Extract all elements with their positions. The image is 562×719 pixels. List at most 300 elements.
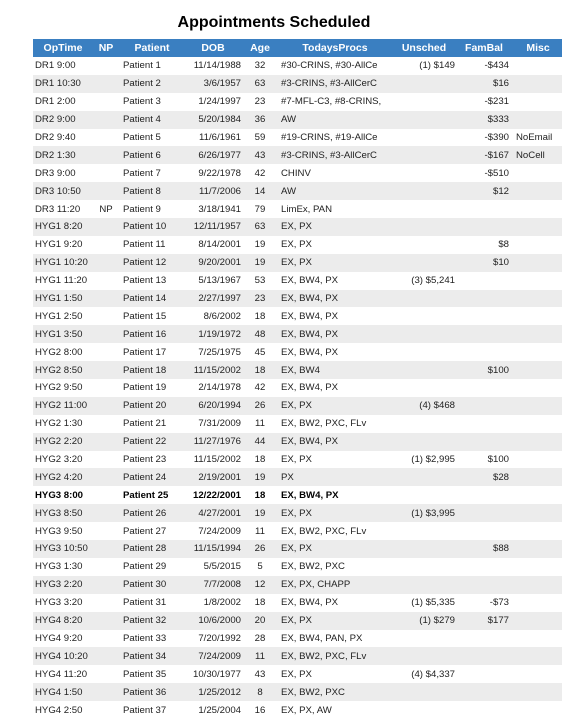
cell-optime: DR1 10:30 — [33, 75, 93, 93]
cell-todays-procs: EX, PX — [277, 504, 391, 522]
cell-patient: Patient 36 — [119, 683, 183, 701]
cell-age: 19 — [243, 504, 277, 522]
table-row[interactable] — [33, 218, 562, 236]
table-row[interactable] — [33, 415, 562, 433]
column-header-misc[interactable]: Misc — [511, 39, 562, 57]
cell-dob: 2/19/2001 — [183, 468, 243, 486]
cell-unsched — [391, 254, 457, 272]
cell-misc — [511, 379, 562, 397]
cell-misc — [511, 433, 562, 451]
cell-age: 43 — [243, 665, 277, 683]
cell-misc — [511, 415, 562, 433]
table-row[interactable] — [33, 701, 562, 719]
cell-patient: Patient 8 — [119, 182, 183, 200]
table-row[interactable] — [33, 630, 562, 648]
cell-dob: 7/20/1992 — [183, 630, 243, 648]
cell-age: 36 — [243, 111, 277, 129]
cell-age: 59 — [243, 129, 277, 147]
cell-dob: 1/8/2002 — [183, 594, 243, 612]
table-row[interactable] — [33, 325, 562, 343]
cell-unsched — [391, 468, 457, 486]
cell-age: 8 — [243, 683, 277, 701]
cell-optime: DR2 9:40 — [33, 129, 93, 147]
cell-fambal: $88 — [457, 540, 511, 558]
cell-unsched — [391, 433, 457, 451]
table-row[interactable] — [33, 451, 562, 469]
cell-patient: Patient 15 — [119, 307, 183, 325]
cell-unsched — [391, 701, 457, 719]
cell-fambal — [457, 272, 511, 290]
cell-np — [93, 665, 119, 683]
cell-fambal: $8 — [457, 236, 511, 254]
cell-dob: 10/30/1977 — [183, 665, 243, 683]
cell-np — [93, 218, 119, 236]
cell-optime: DR3 9:00 — [33, 164, 93, 182]
cell-unsched — [391, 200, 457, 218]
cell-misc — [511, 343, 562, 361]
cell-unsched — [391, 558, 457, 576]
cell-np — [93, 272, 119, 290]
table-row[interactable] — [33, 433, 562, 451]
cell-unsched — [391, 576, 457, 594]
cell-unsched — [391, 361, 457, 379]
cell-optime: HYG2 1:30 — [33, 415, 93, 433]
cell-todays-procs: EX, BW4, PAN, PX — [277, 630, 391, 648]
column-header-age[interactable]: Age — [243, 39, 277, 57]
cell-patient: Patient 27 — [119, 522, 183, 540]
table-row[interactable] — [33, 612, 562, 630]
cell-np — [93, 486, 119, 504]
cell-unsched — [391, 93, 457, 111]
cell-optime: DR3 10:50 — [33, 182, 93, 200]
cell-unsched — [391, 343, 457, 361]
cell-patient: Patient 26 — [119, 504, 183, 522]
cell-todays-procs: PX — [277, 468, 391, 486]
cell-fambal — [457, 576, 511, 594]
cell-patient: Patient 17 — [119, 343, 183, 361]
cell-fambal: -$167 — [457, 146, 511, 164]
cell-np — [93, 254, 119, 272]
cell-unsched — [391, 540, 457, 558]
cell-todays-procs: EX, BW4, PX — [277, 325, 391, 343]
cell-misc — [511, 307, 562, 325]
cell-dob: 6/20/1994 — [183, 397, 243, 415]
cell-np — [93, 630, 119, 648]
table-row[interactable] — [33, 272, 562, 290]
cell-patient: Patient 16 — [119, 325, 183, 343]
cell-fambal — [457, 701, 511, 719]
cell-fambal: $177 — [457, 612, 511, 630]
cell-optime: HYG1 11:20 — [33, 272, 93, 290]
cell-misc — [511, 647, 562, 665]
cell-unsched — [391, 647, 457, 665]
cell-dob: 12/22/2001 — [183, 486, 243, 504]
column-header-unsched[interactable]: Unsched — [391, 39, 457, 57]
table-row[interactable] — [33, 361, 562, 379]
cell-misc — [511, 218, 562, 236]
column-header-patient[interactable]: Patient — [119, 39, 183, 57]
cell-unsched — [391, 182, 457, 200]
cell-todays-procs: EX, PX — [277, 236, 391, 254]
cell-age: 23 — [243, 93, 277, 111]
cell-patient: Patient 12 — [119, 254, 183, 272]
cell-optime: HYG4 8:20 — [33, 612, 93, 630]
cell-dob: 12/11/1957 — [183, 218, 243, 236]
cell-dob: 11/15/2002 — [183, 451, 243, 469]
table-row[interactable] — [33, 254, 562, 272]
table-row[interactable] — [33, 540, 562, 558]
cell-age: 53 — [243, 272, 277, 290]
cell-patient: Patient 28 — [119, 540, 183, 558]
cell-dob: 1/25/2012 — [183, 683, 243, 701]
cell-dob: 1/19/1972 — [183, 325, 243, 343]
cell-age: 63 — [243, 218, 277, 236]
cell-todays-procs: #3-CRINS, #3-AllCerC — [277, 146, 391, 164]
cell-unsched — [391, 111, 457, 129]
cell-fambal: $100 — [457, 451, 511, 469]
cell-optime: HYG1 9:20 — [33, 236, 93, 254]
cell-unsched: (1) $279 — [391, 612, 457, 630]
cell-fambal: $12 — [457, 182, 511, 200]
cell-optime: HYG1 1:50 — [33, 290, 93, 308]
cell-age: 23 — [243, 290, 277, 308]
cell-np — [93, 325, 119, 343]
cell-age: 11 — [243, 647, 277, 665]
cell-unsched — [391, 164, 457, 182]
cell-age: 16 — [243, 701, 277, 719]
cell-patient: Patient 30 — [119, 576, 183, 594]
cell-misc — [511, 701, 562, 719]
table-row[interactable] — [33, 307, 562, 325]
column-header-np[interactable]: NP — [93, 39, 119, 57]
cell-misc — [511, 325, 562, 343]
cell-np — [93, 451, 119, 469]
cell-optime: DR1 9:00 — [33, 57, 93, 75]
cell-patient: Patient 4 — [119, 111, 183, 129]
table-row[interactable] — [33, 236, 562, 254]
cell-dob: 9/20/2001 — [183, 254, 243, 272]
table-row[interactable] — [33, 146, 562, 164]
cell-dob: 6/26/1977 — [183, 146, 243, 164]
cell-dob: 11/27/1976 — [183, 433, 243, 451]
cell-todays-procs: EX, BW4, PX — [277, 379, 391, 397]
cell-fambal: -$390 — [457, 129, 511, 147]
cell-unsched — [391, 522, 457, 540]
cell-fambal: $333 — [457, 111, 511, 129]
cell-dob: 11/15/1994 — [183, 540, 243, 558]
table-row[interactable] — [33, 343, 562, 361]
cell-misc — [511, 93, 562, 111]
table-row[interactable] — [33, 200, 562, 218]
cell-unsched — [391, 630, 457, 648]
cell-unsched — [391, 236, 457, 254]
table-row[interactable] — [33, 93, 562, 111]
cell-np — [93, 182, 119, 200]
cell-todays-procs: EX, PX — [277, 665, 391, 683]
cell-optime: HYG4 1:50 — [33, 683, 93, 701]
cell-patient: Patient 34 — [119, 647, 183, 665]
cell-todays-procs: AW — [277, 111, 391, 129]
cell-todays-procs: EX, PX — [277, 540, 391, 558]
table-row[interactable] — [33, 75, 562, 93]
table-row[interactable] — [33, 182, 562, 200]
cell-optime: HYG3 2:20 — [33, 576, 93, 594]
cell-todays-procs: EX, BW4, PX — [277, 272, 391, 290]
cell-misc — [511, 540, 562, 558]
cell-todays-procs: EX, BW2, PXC — [277, 683, 391, 701]
table-row[interactable] — [33, 665, 562, 683]
cell-misc — [511, 111, 562, 129]
cell-dob: 7/31/2009 — [183, 415, 243, 433]
cell-todays-procs: LimEx, PAN — [277, 200, 391, 218]
cell-optime: HYG2 3:20 — [33, 451, 93, 469]
cell-todays-procs: EX, BW4, PX — [277, 594, 391, 612]
cell-todays-procs: EX, PX — [277, 218, 391, 236]
cell-patient: Patient 37 — [119, 701, 183, 719]
cell-fambal: $10 — [457, 254, 511, 272]
cell-misc — [511, 594, 562, 612]
cell-optime: HYG2 8:50 — [33, 361, 93, 379]
cell-misc — [511, 451, 562, 469]
cell-optime: HYG3 8:00 — [33, 486, 93, 504]
cell-dob: 11/15/2002 — [183, 361, 243, 379]
cell-misc: NoEmail — [511, 129, 562, 147]
cell-age: 19 — [243, 254, 277, 272]
cell-fambal — [457, 522, 511, 540]
cell-dob: 5/5/2015 — [183, 558, 243, 576]
cell-dob: 1/24/1997 — [183, 93, 243, 111]
cell-age: 28 — [243, 630, 277, 648]
cell-age: 11 — [243, 522, 277, 540]
cell-optime: HYG1 8:20 — [33, 218, 93, 236]
cell-unsched: (1) $149 — [391, 57, 457, 75]
cell-dob: 5/13/1967 — [183, 272, 243, 290]
cell-age: 19 — [243, 468, 277, 486]
cell-age: 5 — [243, 558, 277, 576]
cell-optime: HYG2 8:00 — [33, 343, 93, 361]
cell-age: 48 — [243, 325, 277, 343]
cell-todays-procs: EX, BW4, PX — [277, 486, 391, 504]
table-row[interactable] — [33, 558, 562, 576]
cell-dob: 11/14/1988 — [183, 57, 243, 75]
cell-dob: 5/20/1984 — [183, 111, 243, 129]
appointments-table — [33, 39, 562, 719]
cell-np — [93, 468, 119, 486]
cell-unsched: (1) $3,995 — [391, 504, 457, 522]
table-row[interactable] — [33, 647, 562, 665]
cell-dob: 7/25/1975 — [183, 343, 243, 361]
cell-misc — [511, 504, 562, 522]
table-row[interactable] — [33, 111, 562, 129]
cell-patient: Patient 10 — [119, 218, 183, 236]
cell-age: 43 — [243, 146, 277, 164]
table-row[interactable] — [33, 486, 562, 504]
cell-patient: Patient 18 — [119, 361, 183, 379]
cell-optime: HYG1 2:50 — [33, 307, 93, 325]
cell-dob: 2/14/1978 — [183, 379, 243, 397]
cell-patient: Patient 11 — [119, 236, 183, 254]
cell-age: 18 — [243, 307, 277, 325]
cell-todays-procs: EX, BW2, PXC, FLv — [277, 647, 391, 665]
cell-dob: 1/25/2004 — [183, 701, 243, 719]
cell-fambal — [457, 307, 511, 325]
cell-fambal — [457, 647, 511, 665]
cell-dob: 10/6/2000 — [183, 612, 243, 630]
cell-unsched — [391, 75, 457, 93]
cell-np — [93, 57, 119, 75]
column-header-dob[interactable]: DOB — [183, 39, 243, 57]
cell-todays-procs: CHINV — [277, 164, 391, 182]
cell-fambal — [457, 325, 511, 343]
cell-dob: 3/18/1941 — [183, 200, 243, 218]
cell-todays-procs: EX, PX — [277, 451, 391, 469]
cell-age: 18 — [243, 451, 277, 469]
cell-misc — [511, 254, 562, 272]
cell-patient: Patient 25 — [119, 486, 183, 504]
cell-patient: Patient 19 — [119, 379, 183, 397]
cell-optime: HYG3 3:20 — [33, 594, 93, 612]
column-header-todays-procs[interactable]: TodaysProcs — [277, 39, 391, 57]
cell-unsched — [391, 290, 457, 308]
cell-age: 11 — [243, 415, 277, 433]
table-row[interactable] — [33, 164, 562, 182]
cell-fambal: $28 — [457, 468, 511, 486]
cell-optime: HYG4 9:20 — [33, 630, 93, 648]
cell-age: 32 — [243, 57, 277, 75]
cell-todays-procs: #30-CRINS, #30-AllCe — [277, 57, 391, 75]
cell-age: 42 — [243, 379, 277, 397]
cell-todays-procs: EX, BW2, PXC, FLv — [277, 522, 391, 540]
cell-fambal: -$510 — [457, 164, 511, 182]
cell-np: NP — [93, 200, 119, 218]
cell-fambal — [457, 665, 511, 683]
table-row[interactable] — [33, 290, 562, 308]
cell-np — [93, 433, 119, 451]
cell-age: 44 — [243, 433, 277, 451]
cell-misc — [511, 75, 562, 93]
cell-misc — [511, 236, 562, 254]
cell-unsched: (1) $5,335 — [391, 594, 457, 612]
cell-np — [93, 361, 119, 379]
cell-np — [93, 683, 119, 701]
cell-fambal — [457, 558, 511, 576]
cell-np — [93, 594, 119, 612]
cell-misc — [511, 182, 562, 200]
cell-optime: HYG3 9:50 — [33, 522, 93, 540]
report-title: Appointments Scheduled — [177, 14, 371, 31]
cell-age: 20 — [243, 612, 277, 630]
cell-age: 26 — [243, 397, 277, 415]
cell-todays-procs: EX, BW4 — [277, 361, 391, 379]
cell-fambal: -$231 — [457, 93, 511, 111]
cell-misc — [511, 200, 562, 218]
cell-optime: HYG2 2:20 — [33, 433, 93, 451]
table-row[interactable] — [33, 683, 562, 701]
cell-misc — [511, 361, 562, 379]
cell-patient: Patient 22 — [119, 433, 183, 451]
cell-patient: Patient 5 — [119, 129, 183, 147]
cell-patient: Patient 2 — [119, 75, 183, 93]
column-header-fambal[interactable]: FamBal — [457, 39, 511, 57]
cell-unsched — [391, 307, 457, 325]
cell-patient: Patient 1 — [119, 57, 183, 75]
cell-patient: Patient 7 — [119, 164, 183, 182]
cell-age: 12 — [243, 576, 277, 594]
table-row[interactable] — [33, 504, 562, 522]
cell-patient: Patient 31 — [119, 594, 183, 612]
header-row — [33, 39, 562, 57]
cell-np — [93, 164, 119, 182]
cell-fambal: -$73 — [457, 594, 511, 612]
cell-np — [93, 647, 119, 665]
cell-misc — [511, 612, 562, 630]
table-row[interactable] — [33, 522, 562, 540]
table-row[interactable] — [33, 129, 562, 147]
cell-fambal: $100 — [457, 361, 511, 379]
cell-fambal — [457, 397, 511, 415]
cell-fambal — [457, 504, 511, 522]
cell-np — [93, 415, 119, 433]
cell-np — [93, 701, 119, 719]
cell-todays-procs: EX, BW4, PX — [277, 290, 391, 308]
cell-patient: Patient 23 — [119, 451, 183, 469]
cell-patient: Patient 14 — [119, 290, 183, 308]
cell-patient: Patient 6 — [119, 146, 183, 164]
cell-patient: Patient 13 — [119, 272, 183, 290]
cell-np — [93, 504, 119, 522]
cell-age: 18 — [243, 361, 277, 379]
table-row[interactable] — [33, 594, 562, 612]
cell-misc — [511, 164, 562, 182]
cell-np — [93, 540, 119, 558]
table-row[interactable] — [33, 576, 562, 594]
table-row[interactable] — [33, 397, 562, 415]
cell-np — [93, 93, 119, 111]
cell-age: 14 — [243, 182, 277, 200]
cell-dob: 7/7/2008 — [183, 576, 243, 594]
cell-misc — [511, 290, 562, 308]
cell-patient: Patient 9 — [119, 200, 183, 218]
cell-np — [93, 236, 119, 254]
cell-fambal — [457, 415, 511, 433]
cell-dob: 2/27/1997 — [183, 290, 243, 308]
cell-unsched — [391, 379, 457, 397]
cell-todays-procs: EX, PX — [277, 612, 391, 630]
column-header-optime[interactable]: OpTime — [33, 39, 93, 57]
cell-optime: HYG2 9:50 — [33, 379, 93, 397]
cell-misc — [511, 468, 562, 486]
table-row[interactable] — [33, 379, 562, 397]
cell-dob: 8/6/2002 — [183, 307, 243, 325]
cell-age: 63 — [243, 75, 277, 93]
cell-patient: Patient 3 — [119, 93, 183, 111]
cell-unsched: (1) $2,995 — [391, 451, 457, 469]
cell-optime: HYG3 8:50 — [33, 504, 93, 522]
cell-np — [93, 397, 119, 415]
cell-np — [93, 307, 119, 325]
table-row[interactable] — [33, 468, 562, 486]
cell-np — [93, 290, 119, 308]
cell-optime: DR2 1:30 — [33, 146, 93, 164]
cell-np — [93, 576, 119, 594]
cell-todays-procs: #7-MFL-C3, #8-CRINS, — [277, 93, 391, 111]
cell-age: 18 — [243, 594, 277, 612]
cell-unsched: (3) $5,241 — [391, 272, 457, 290]
cell-np — [93, 129, 119, 147]
table-row[interactable] — [33, 57, 562, 75]
cell-unsched — [391, 683, 457, 701]
cell-optime: DR3 11:20 — [33, 200, 93, 218]
